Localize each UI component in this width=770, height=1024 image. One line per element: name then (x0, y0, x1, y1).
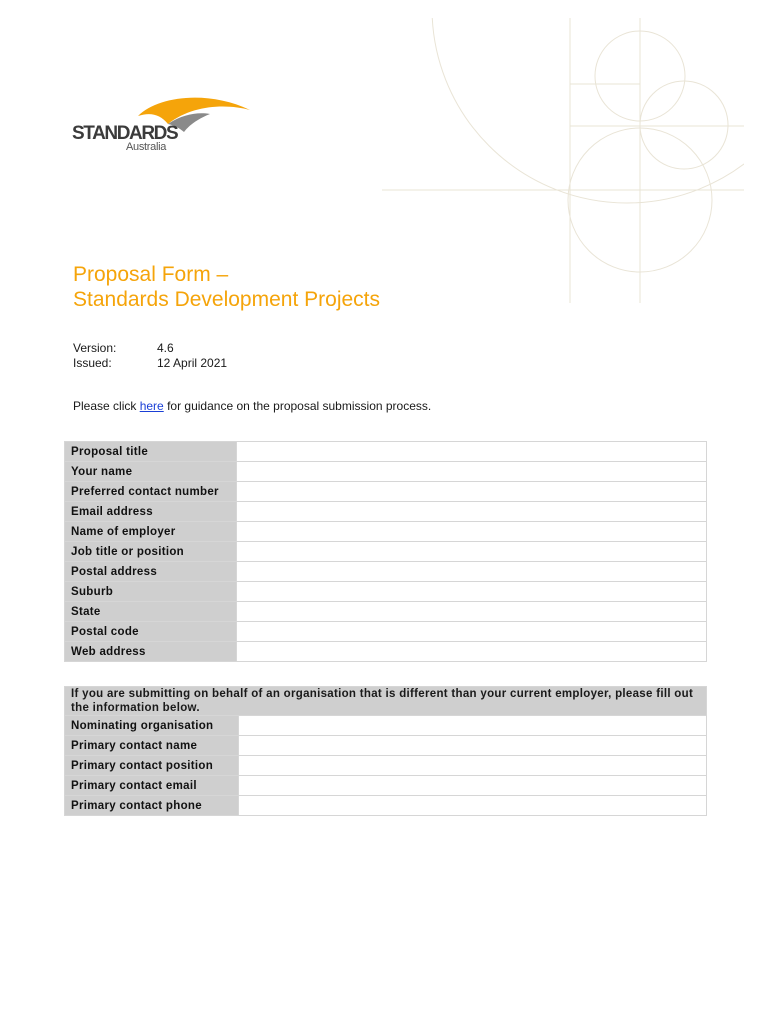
form-row-primary-contact-email (65, 776, 707, 796)
form-row-postal-address (65, 562, 707, 582)
field-input-job-title-or-position[interactable] (237, 542, 707, 562)
form-row-nominating-organisation (65, 716, 707, 736)
field-label-primary-contact-position: Primary contact position (65, 756, 239, 776)
field-input-nominating-organisation[interactable] (239, 716, 707, 736)
standards-australia-logo (72, 94, 252, 158)
field-input-primary-contact-name[interactable] (239, 736, 707, 756)
page-title (73, 262, 380, 312)
field-input-name-of-employer[interactable] (237, 522, 707, 542)
field-label-preferred-contact-number: Preferred contact number (65, 482, 237, 502)
form-row-job-title-or-position (65, 542, 707, 562)
field-label-primary-contact-phone: Primary contact phone (65, 796, 239, 816)
field-input-postal-address[interactable] (237, 562, 707, 582)
organisation-section-header: If you are submitting on behalf of an organisation that is different than your current employer, please fill out the information below. (65, 687, 707, 716)
guidance-text (73, 399, 431, 413)
form-row-suburb (65, 582, 707, 602)
version-label: Version: (73, 341, 117, 355)
field-label-web-address: Web address (65, 642, 237, 662)
field-label-your-name: Your name (65, 462, 237, 482)
form-row-primary-contact-phone (65, 796, 707, 816)
logo-wordmark: STANDARDS (72, 123, 178, 144)
field-input-state[interactable] (237, 602, 707, 622)
form-row-state (65, 602, 707, 622)
field-label-job-title-or-position: Job title or position (65, 542, 237, 562)
field-input-postal-code[interactable] (237, 622, 707, 642)
decorative-circles-graphic (372, 18, 744, 303)
organisation-details-table (64, 686, 707, 816)
field-label-email-address: Email address (65, 502, 237, 522)
field-label-name-of-employer: Name of employer (65, 522, 237, 542)
field-input-web-address[interactable] (237, 642, 707, 662)
issued-value: 12 April 2021 (157, 356, 228, 370)
field-label-proposal-title: Proposal title (65, 442, 237, 462)
form-row-primary-contact-name (65, 736, 707, 756)
field-label-postal-code: Postal code (65, 622, 237, 642)
field-label-state: State (65, 602, 237, 622)
form-row-proposal-title (65, 442, 707, 462)
applicant-details-table (64, 441, 707, 662)
field-label-primary-contact-name: Primary contact name (65, 736, 239, 756)
guidance-suffix: for guidance on the proposal submission process. (163, 399, 432, 413)
form-row-your-name (65, 462, 707, 482)
form-row-primary-contact-position (65, 756, 707, 776)
page-title-line1: Proposal Form – (73, 263, 229, 286)
field-input-your-name[interactable] (237, 462, 707, 482)
logo-subtitle: Australia (126, 141, 167, 153)
field-input-primary-contact-position[interactable] (239, 756, 707, 776)
version-value: 4.6 (157, 341, 174, 355)
field-input-email-address[interactable] (237, 502, 707, 522)
field-input-suburb[interactable] (237, 582, 707, 602)
form-row-web-address (65, 642, 707, 662)
page-title-line2: Standards Development Projects (73, 288, 380, 311)
form-row-preferred-contact-number (65, 482, 707, 502)
field-label-suburb: Suburb (65, 582, 237, 602)
field-label-primary-contact-email: Primary contact email (65, 776, 239, 796)
field-input-proposal-title[interactable] (237, 442, 707, 462)
guidance-prefix: Please click (73, 399, 140, 413)
field-input-primary-contact-phone[interactable] (239, 796, 707, 816)
form-row-email-address (65, 502, 707, 522)
issued-label: Issued: (73, 356, 112, 370)
guidance-link[interactable]: here (139, 399, 164, 413)
field-label-nominating-organisation: Nominating organisation (65, 716, 239, 736)
field-input-preferred-contact-number[interactable] (237, 482, 707, 502)
form-row-name-of-employer (65, 522, 707, 542)
field-input-primary-contact-email[interactable] (239, 776, 707, 796)
form-row-postal-code (65, 622, 707, 642)
document-meta (73, 341, 227, 371)
field-label-postal-address: Postal address (65, 562, 237, 582)
